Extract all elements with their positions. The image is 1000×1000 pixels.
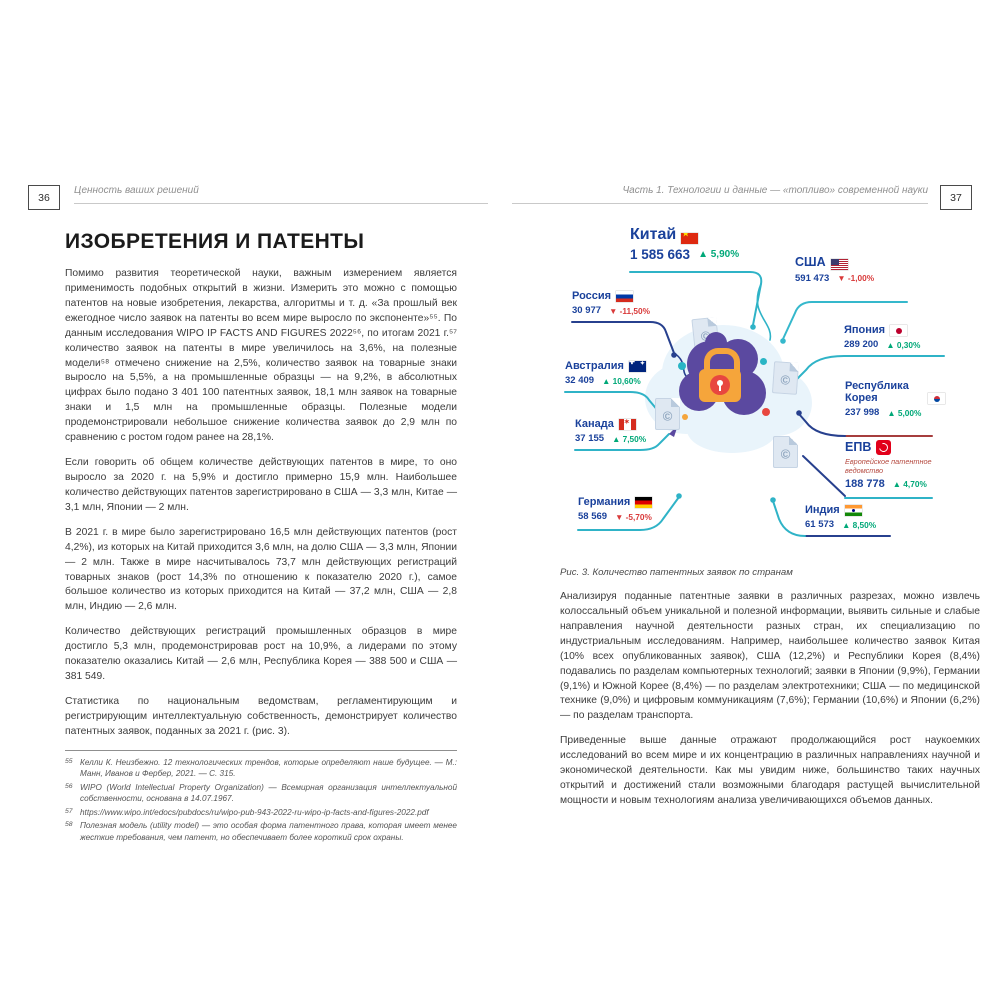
left-page [28,185,488,845]
right-page-header [512,185,972,215]
padlock-keyhole-stem [719,385,722,391]
right-page-content [560,567,980,809]
country-value: 237 998 [845,407,880,419]
country-canada [575,418,646,444]
country-name: Республика Корея [845,380,909,405]
country-value: 58 569 [578,511,608,523]
document-icon [772,361,799,395]
country-value: 289 200 [844,339,879,351]
up-arrow-icon: ▲ [612,433,621,444]
country-name: Канада [575,418,614,430]
brain-dot [678,362,686,370]
country-usa [795,256,874,284]
country-change: 5,90% [710,248,740,260]
country-russia [572,290,650,316]
down-arrow-icon: ▼ [837,273,846,284]
footnote-url: https://www.wipo.int/edocs/pubdocs/ru/wipo-pub-943-2022-ru-wipo-ip-facts-and-figures-2022.pdf [80,807,429,817]
canada-flag-icon [619,419,636,430]
country-name: Россия [572,290,612,302]
office-name: ЕПВ [845,440,872,455]
epo-subtitle: Европейское патентное ведомство [845,457,932,476]
country-value: 30 977 [572,305,602,317]
country-change: 7,50% [622,433,647,444]
country-change: 8,50% [852,519,877,530]
footnote [65,757,457,780]
patent-applications-diagram [512,222,972,557]
country-value: 32 409 [565,375,595,387]
paragraph: Статистика по национальным ведомствам, регламентирующим и регистрирующим интеллектуальную собственность, демонстрирует количество патентных заявок, поданных за 2021 г. (рис. 3). [65,695,457,737]
brain-dot [760,358,767,365]
down-arrow-icon: ▼ [609,305,618,316]
country-india [805,504,876,530]
up-arrow-icon: ▲ [886,339,895,350]
up-arrow-icon: ▲ [602,375,611,386]
south-korea-flag-icon [928,393,945,404]
country-change: 0,30% [896,339,921,350]
japan-flag-icon [890,325,907,336]
country-change: -5,70% [625,511,652,522]
page-number-right: 37 [940,185,972,210]
germany-flag-icon [635,497,652,508]
country-name: США [795,255,826,269]
country-value: 591 473 [795,272,830,284]
brain-dot [682,414,688,420]
country-china [630,226,739,262]
footnote-number: 57 [65,807,73,815]
footnote [65,807,457,818]
paragraph: Приведенные выше данные отражают продолжающийся рост наукоемких исследований во всем мире и их концентрацию в различных направлениях научной и экономической деятельности. Как мы увидим ниже, большинство таких научных открытий и достижений стали возможными благодаря растущей вычислительной мощности и новым технологиям анализа увеличивающихся объемов данных. [560,735,980,806]
paragraph: Количество действующих регистраций промышленных образцов в мире достигло 5,3 млн, продемонстрировав рост на 10,9%, а лидерами по этому показателю оказались Китай — 2,6 млн, Республика Корея — 388 500 и США — 381 549. [65,626,457,683]
document-icon [655,398,680,430]
country-value: 61 573 [805,519,835,531]
paragraph: Помимо развития теоретической науки, важным измерением является применимость подобных открытий в жизни. Измерить это можно с помощью патентов на новые изобретения, лекарства, алгоритмы и т. д. «За прошлый век ежегодное число заявок на патенты во всем мире выросло по экспоненте»⁵⁵. По данным исследования WIPO IP FACTS AND FIGURES 2022⁵⁶, по итогам 2021 г.⁵⁷ количество заявок на патенты в мире увеличилось на 3,6%, на полезные модели⁵⁸ отмечено снижение на 2,5%, количество заявок на товарные знаки выросло на 5,5%, а на промышленные образцы — на 9,2%, в абсолютных цифрах было подано 3 401 100 патентных заявок, 18,1 млн заявок на товарные знаки и 1,5 млн на промышленные образцы. Полезные модели продемонстрировали небольшое снижение количества заявок до 2,9 млн по сравнению с ростом годом ранее на 28,1%. [65,268,457,444]
country-change: 10,60% [612,375,641,386]
up-arrow-icon: ▲ [887,407,896,418]
footnote-number: 55 [65,757,73,765]
country-change: 5,00% [897,407,922,418]
up-arrow-icon: ▲ [842,519,851,530]
brain-dot [762,408,770,416]
figure-caption: Рис. 3. Количество патентных заявок по странам [560,567,793,578]
page-number-left: 36 [28,185,60,210]
footnote-text: WIPO (World Intellectual Property Organization) — Всемирная организация интеллектуальной собственности, основана в 14.07.1967. [80,782,457,804]
chapter-title: ИЗОБРЕТЕНИЯ И ПАТЕНТЫ [65,230,365,253]
paragraph: Если говорить об общем количестве действующих патентов в мире, то оно выросло за 2020 г. на 5,9% и достигло примерно 15,9 млн. Наибольшее количество действующих патентов зарегистрировано в США — 3,3 млн, Китае — 3,1 млн, Японии — 2 млн. [65,457,457,513]
country-name: Германия [578,496,631,508]
office-change: 4,70% [903,479,927,490]
epo-logo-icon [876,440,891,455]
country-name: Япония [844,324,886,336]
india-flag-icon [845,505,862,516]
china-flag-icon [681,233,698,244]
office-epo [845,440,955,490]
country-name: Индия [805,504,840,516]
country-japan [844,324,920,350]
footnote [65,782,457,805]
country-south-korea [845,380,945,418]
country-name: Австралия [565,360,624,372]
country-name: Китай [630,226,677,243]
office-value: 188 778 [845,478,885,491]
russia-flag-icon [616,291,633,302]
country-change: -11,50% [619,305,651,316]
footnotes-block [65,750,457,843]
up-arrow-icon: ▲ [892,479,901,490]
running-head-right: Часть 1. Технологии и данные — «топливо» современной науки [512,185,928,204]
country-australia [565,360,646,386]
down-arrow-icon: ▼ [615,511,624,522]
up-arrow-icon: ▲ [698,248,708,260]
footnote-number: 56 [65,782,73,790]
footnote-number: 58 [65,821,73,829]
footnote [65,820,457,843]
country-germany [578,496,652,522]
paragraph: Анализируя поданные патентные заявки в различных разрезах, можно извлечь колоссальный объем уникальной и полезной информации, выявить сильные и слабые направления научной деятельности разных стран, их специализацию по индустриальным исследованиям. Например, наибольшее количество заявок Китая (10% всех опубликованных заявок), США (12,2%) и Республики Корея (8,4%) подавались по разделам компьютерных технологий; заявки в Японии (9,9%), Германии (9,1%) и Южной Корее (8,4%) — по разделам электротехники; США — по медицинской технике (9,0%) и цифровым коммуникациям (7,6%); Германии (10,6%) и Японии (6,2%) — по разделам транспорта. [560,591,980,722]
left-page-content [65,230,457,843]
australia-flag-icon [629,361,646,372]
left-page-header [28,185,488,215]
document-icon [773,436,798,468]
country-change: -1,00% [847,273,875,284]
country-value: 37 155 [575,433,605,445]
paragraph: В 2021 г. в мире было зарегистрировано 16,5 млн действующих патентов (рост 4,2%), из которых на Китай приходится 3,6 млн, на долю США — 3,3 млн, Японии — 2 млн. Также в мире насчитывалось 73,7 млн действующих регистраций товарных знаков (рост 14,3% по отношению к показателю 2020 г.), самое большое количество из которых приходится на Китай — 37,2 млн, США — 2,8 млн, Индию — 2,6 млн. [65,526,457,613]
running-head-left: Ценность ваших решений [74,185,488,204]
footnote-text: Полезная модель (utility model) — это особая форма патентного права, которая имеет менее жесткие требования, чем патент, но обеспечивает более короткий срок охраны. [80,821,457,842]
footnote-text: Келли К. Неизбежно. 12 технологических трендов, которые определяют наше будущее. — М.: Манн, Иванов и Фербер, 2021. — С. 315. [80,757,457,779]
right-page [512,185,980,819]
country-value: 1 585 663 [630,246,691,262]
usa-flag-icon [831,259,848,270]
